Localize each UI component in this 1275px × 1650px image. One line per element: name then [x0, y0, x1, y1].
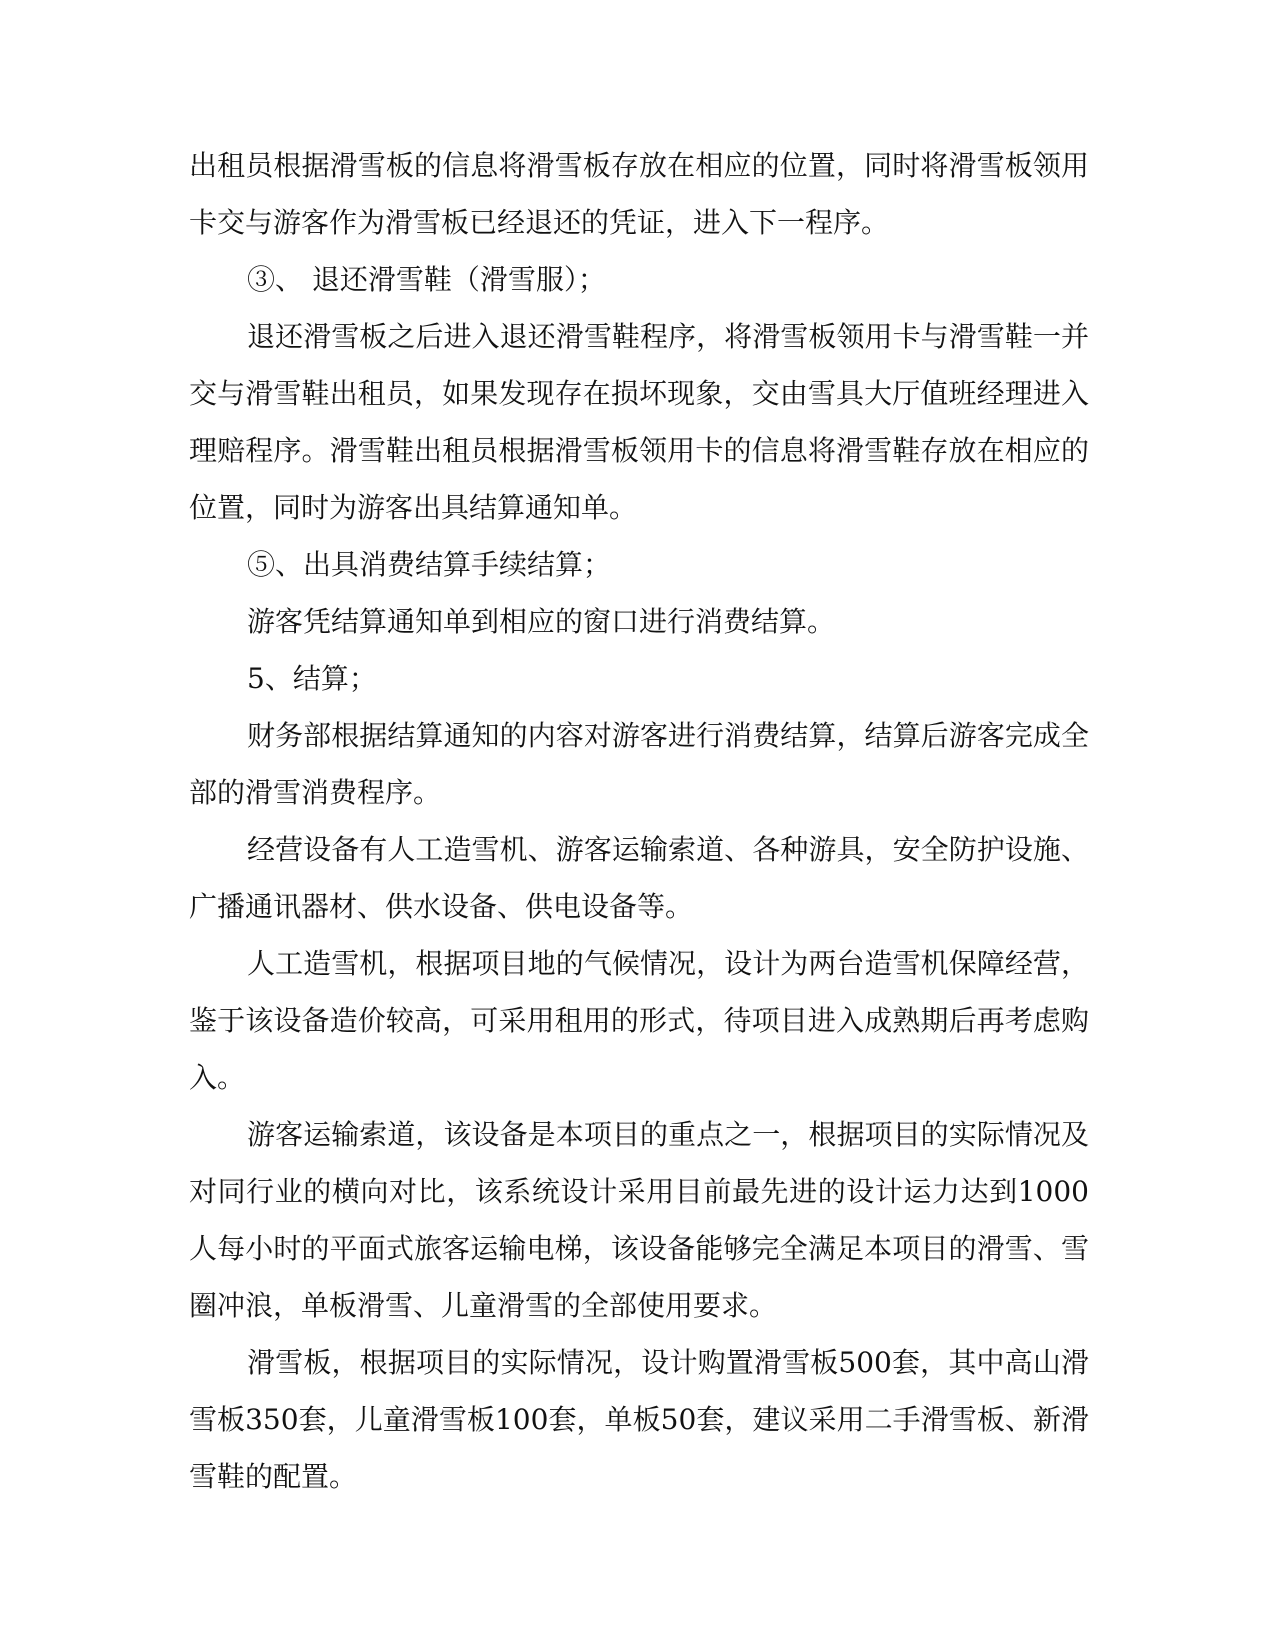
paragraph-ropeway: 游客运输索道，该设备是本项目的重点之一，根据项目的实际情况及对同行业的横向对比，该系统设计采用目前最先进的设计运力达到1000人每小时的平面式旅客运输电梯，该设备能够完全满足本项目的滑雪、雪圈冲浪，单板滑雪、儿童滑雪的全部使用要求。: [189, 1118, 1089, 1322]
paragraph-settlement-window: 游客凭结算通知单到相应的窗口进行消费结算。: [247, 605, 836, 638]
paragraph-heading-settlement: 5、结算；: [247, 662, 377, 695]
paragraph-return-skis-continued: 出租员根据滑雪板的信息将滑雪板存放在相应的位置，同时将滑雪板领用卡交与游客作为滑雪板已经退还的凭证，进入下一程序。: [189, 149, 1089, 239]
paragraph-snow-machines: 人工造雪机，根据项目地的气候情况，设计为两台造雪机保障经营，鉴于该设备造价较高，可采用租用的形式，待项目进入成熟期后再考虑购入。: [189, 947, 1089, 1094]
paragraph-heading-return-boots: ③、 退还滑雪鞋（滑雪服）；: [247, 263, 606, 296]
paragraph-heading-settlement-procedure: ⑤、出具消费结算手续结算；: [247, 548, 612, 581]
paragraph-finance-settlement: 财务部根据结算通知的内容对游客进行消费结算，结算后游客完成全部的滑雪消费程序。: [189, 719, 1089, 809]
document-body: [189, 137, 1089, 1505]
paragraph-equipment-list: 经营设备有人工造雪机、游客运输索道、各种游具，安全防护设施、广播通讯器材、供水设备、供电设备等。: [189, 833, 1089, 923]
paragraph-return-boots: 退还滑雪板之后进入退还滑雪鞋程序，将滑雪板领用卡与滑雪鞋一并交与滑雪鞋出租员，如果发现存在损坏现象，交由雪具大厅值班经理进入理赔程序。滑雪鞋出租员根据滑雪板领用卡的信息将滑雪鞋存放在相应的位置，同时为游客出具结算通知单。: [189, 320, 1089, 524]
paragraph-skis: 滑雪板，根据项目的实际情况，设计购置滑雪板500套，其中高山滑雪板350套，儿童滑雪板100套，单板50套，建议采用二手滑雪板、新滑雪鞋的配置。: [189, 1346, 1089, 1493]
